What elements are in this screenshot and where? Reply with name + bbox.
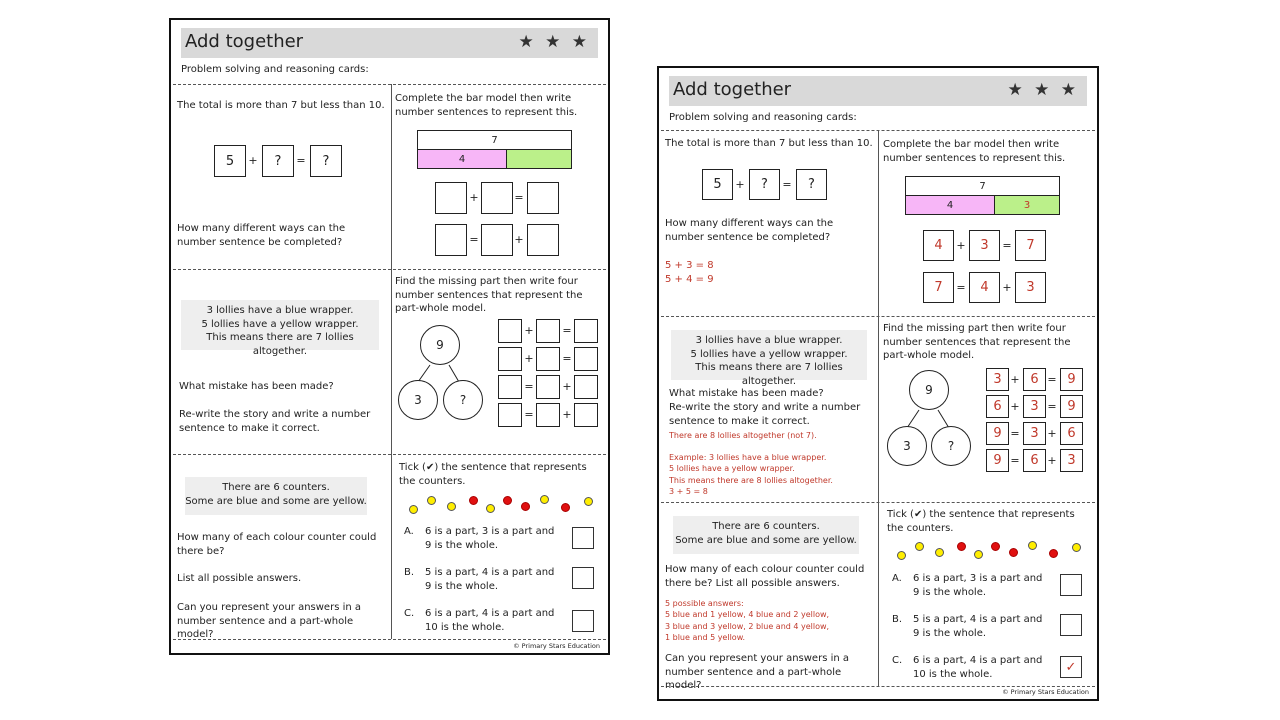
number-box: ? [796,169,827,200]
option-line: 9 is the whole. [913,627,987,639]
option-letter: A. [404,526,414,537]
counter-yellow [540,495,549,504]
answer-box [574,319,598,343]
answer-box: 6 [1023,449,1046,472]
counter-yellow [427,496,436,505]
op-sign: = [524,408,534,421]
op-sign: + [524,352,534,365]
op-sign: + [562,380,572,393]
answer-box: 3 [1023,395,1046,418]
plus-sign: + [1002,281,1012,294]
plus-sign: + [956,239,966,252]
whole-circle: 9 [909,370,949,410]
card-question: What mistake has been made? [179,381,334,392]
plus-sign: + [735,178,745,191]
option-text [425,566,565,593]
number-box: 5 [702,169,733,200]
copyright-footer: © Primary Stars Education [1002,688,1089,696]
story-line: There are 6 counters. [222,482,330,493]
op-sign: + [524,324,534,337]
worksheet-answers [657,66,1099,701]
option-line: 9 is the whole. [425,539,499,551]
tick-box-a[interactable] [572,527,594,549]
answer-line: 5 blue and 1 yellow, 4 blue and 2 yellow, [665,610,830,620]
part-circle: ? [443,380,483,420]
bar-part-a: 4 [417,149,507,169]
worksheet-subtitle: Problem solving and reasoning cards: [669,112,857,123]
answer-list [665,598,875,643]
option-letter: C. [404,608,415,619]
answer-box [536,403,560,427]
card-prompt: Find the missing part then write four number sentences that represent the part-whole model. [883,323,1071,361]
op-sign: + [1010,373,1020,386]
story-line: Some are blue and some are yellow. [675,534,857,546]
answer-line: 3 + 5 = 8 [669,486,708,496]
answer-box [498,319,522,343]
op-sign: = [524,380,534,393]
card-question: What mistake has been made? [669,388,824,399]
counter-yellow [935,548,944,557]
bar-part-a: 4 [905,195,995,215]
op-sign: = [562,352,572,365]
story-box [185,477,367,515]
story-line: Some are blue and some are yellow. [185,495,367,507]
tick-box-c[interactable] [572,610,594,632]
answer-box [574,347,598,371]
counter-yellow [1028,541,1037,550]
tick-box-b[interactable] [572,567,594,589]
option-text [425,607,565,634]
equals-sign: = [956,281,966,294]
option-letter: C. [892,655,903,666]
answer-box: 4 [923,230,954,261]
counter-yellow [915,542,924,551]
answer-box: 3 [1060,449,1083,472]
difficulty-stars-icon: ★ ★ ★ [518,32,590,52]
counter-yellow [1072,543,1081,552]
story-line: This means there are 7 lollies altogether. [206,332,354,357]
option-line: 10 is the whole. [425,621,505,633]
story-line: 5 lollies have a yellow wrapper. [690,348,848,360]
card-question: How many different ways can the number sentence be completed? [665,218,834,243]
op-sign: + [1047,454,1057,467]
card-question: List all possible answers. [177,573,302,584]
option-text [425,525,565,552]
counter-red [957,542,966,551]
option-line: 6 is a part, 4 is a part and [425,608,555,619]
answer-line: 5 + 4 = 9 [665,274,714,285]
op-sign: + [562,408,572,421]
answer-box [498,347,522,371]
option-letter: B. [892,614,903,625]
option-letter: B. [404,567,415,578]
story-box [673,516,859,554]
counter-yellow [974,550,983,559]
counter-red [503,496,512,505]
card-question: Can you represent your answers in a number sentence and a part-whole model? [665,653,850,691]
counter-red [991,542,1000,551]
op-sign: + [1010,400,1020,413]
option-text [913,572,1053,599]
plus-sign: + [469,191,479,204]
part-circle: 3 [887,426,927,466]
story-line: 3 lollies have a blue wrapper. [206,305,354,316]
op-sign: + [1047,427,1057,440]
answer-box [536,347,560,371]
answer-box: 6 [1023,368,1046,391]
card-question: How many different ways can the number sentence be completed? [177,223,346,248]
difficulty-stars-icon: ★ ★ ★ [1007,80,1079,100]
counter-yellow [447,502,456,511]
worksheet-title: Add together [673,79,792,100]
equals-sign: = [469,233,479,246]
card-question: Re-write the story and write a number sentence to make it correct. [179,409,371,434]
number-box: ? [262,145,294,177]
card-question: Can you represent your answers in a number sentence and a part-whole model? [177,602,362,640]
answer-box: 6 [986,395,1009,418]
answer-box: 3 [986,368,1009,391]
option-line: 6 is a part, 4 is a part and [913,655,1043,666]
option-line: 6 is a part, 3 is a part and [913,573,1043,584]
answer-box [498,375,522,399]
option-line: 10 is the whole. [913,668,993,680]
op-sign: = [1010,427,1020,440]
counter-red [1009,548,1018,557]
answer-box [536,375,560,399]
option-line: 9 is the whole. [913,586,987,598]
op-sign: = [1047,373,1057,386]
option-letter: A. [892,573,902,584]
story-line: This means there are 7 lollies altogether. [695,362,843,387]
counter-red [561,503,570,512]
op-sign: = [1010,454,1020,467]
counter-yellow [584,497,593,506]
counter-yellow [409,505,418,514]
worksheet-subtitle: Problem solving and reasoning cards: [181,64,369,75]
plus-sign: + [514,233,524,246]
answer-line: 5 lollies have a yellow wrapper. [669,464,795,474]
card-prompt: Tick (✔) the sentence that represents the counters. [887,509,1075,534]
number-box: ? [310,145,342,177]
answer-box [574,403,598,427]
card-question: Re-write the story and write a number sentence to make it correct. [669,402,861,427]
answer-box: 3 [1023,422,1046,445]
story-line: 3 lollies have a blue wrapper. [695,335,843,346]
answer-line: 3 blue and 3 yellow, 2 blue and 4 yellow, [665,621,830,631]
number-box: 5 [214,145,246,177]
card-prompt: Find the missing part then write four number sentences that represent the part-whole model. [395,276,583,314]
bar-whole: 7 [905,176,1060,196]
counter-yellow [897,551,906,560]
checkmark-icon: ✓ [1065,659,1077,675]
worksheet-blank [169,18,610,655]
part-circle: 3 [398,380,438,420]
card-prompt: The total is more than 7 but less than 10. [177,100,385,111]
answer-box: 4 [969,272,1000,303]
option-line: 5 is a part, 4 is a part and [425,567,555,578]
answer-box: 9 [986,422,1009,445]
bar-whole: 7 [417,130,572,150]
story-line: 5 lollies have a yellow wrapper. [201,318,359,330]
counter-yellow [486,504,495,513]
answer-box: 9 [1060,395,1083,418]
answer-box: 9 [1060,368,1083,391]
worksheet-title: Add together [185,31,304,52]
answer-line: This means there are 8 lollies altogether. [669,475,833,485]
number-box: ? [749,169,780,200]
card-question: How many of each colour counter could there be? List all possible answers. [665,564,865,589]
answer-line: 5 + 3 = 8 [665,260,714,271]
whole-circle: 9 [420,325,460,365]
answer-box: 9 [986,449,1009,472]
equals-sign: = [514,191,524,204]
answer-box: 7 [923,272,954,303]
card-prompt: The total is more than 7 but less than 10. [665,138,873,149]
answer-box: 6 [1060,422,1083,445]
answer-box: 3 [1015,272,1046,303]
equals-sign: = [782,178,792,191]
answer-box [498,403,522,427]
answer-line: 5 possible answers: [665,599,744,608]
answer-line: There are 8 lollies altogether (not 7). [669,431,817,440]
answer-box: 7 [1015,230,1046,261]
card-prompt: Tick (✔) the sentence that represents the counters. [399,462,587,487]
answer-box: 3 [969,230,1000,261]
tick-box-b[interactable] [1060,614,1082,636]
tick-box-c[interactable] [1060,656,1082,678]
tick-box-a[interactable] [1060,574,1082,596]
op-sign: = [1047,400,1057,413]
counter-red [469,496,478,505]
option-text [913,654,1053,681]
option-line: 6 is a part, 3 is a part and [425,526,555,537]
bar-part-b: 3 [994,195,1060,215]
part-circle: ? [931,426,971,466]
equals-sign: = [296,154,306,167]
answer-box [536,319,560,343]
card-prompt: Complete the bar model then write number sentences to represent this. [395,93,578,118]
equals-sign: = [1002,239,1012,252]
option-line: 9 is the whole. [425,580,499,592]
card-question: How many of each colour counter could there be? [177,532,377,557]
answer-line: Example: 3 lollies have a blue wrapper. [669,453,827,462]
counter-red [521,502,530,511]
option-text [913,613,1053,640]
copyright-footer: © Primary Stars Education [513,642,600,650]
option-line: 5 is a part, 4 is a part and [913,614,1043,625]
op-sign: = [562,324,572,337]
plus-sign: + [248,154,258,167]
answer-box [574,375,598,399]
story-line: There are 6 counters. [712,521,820,532]
counter-red [1049,549,1058,558]
card-prompt: Complete the bar model then write number sentences to represent this. [883,139,1066,164]
answer-line: 1 blue and 5 yellow. [665,632,746,642]
